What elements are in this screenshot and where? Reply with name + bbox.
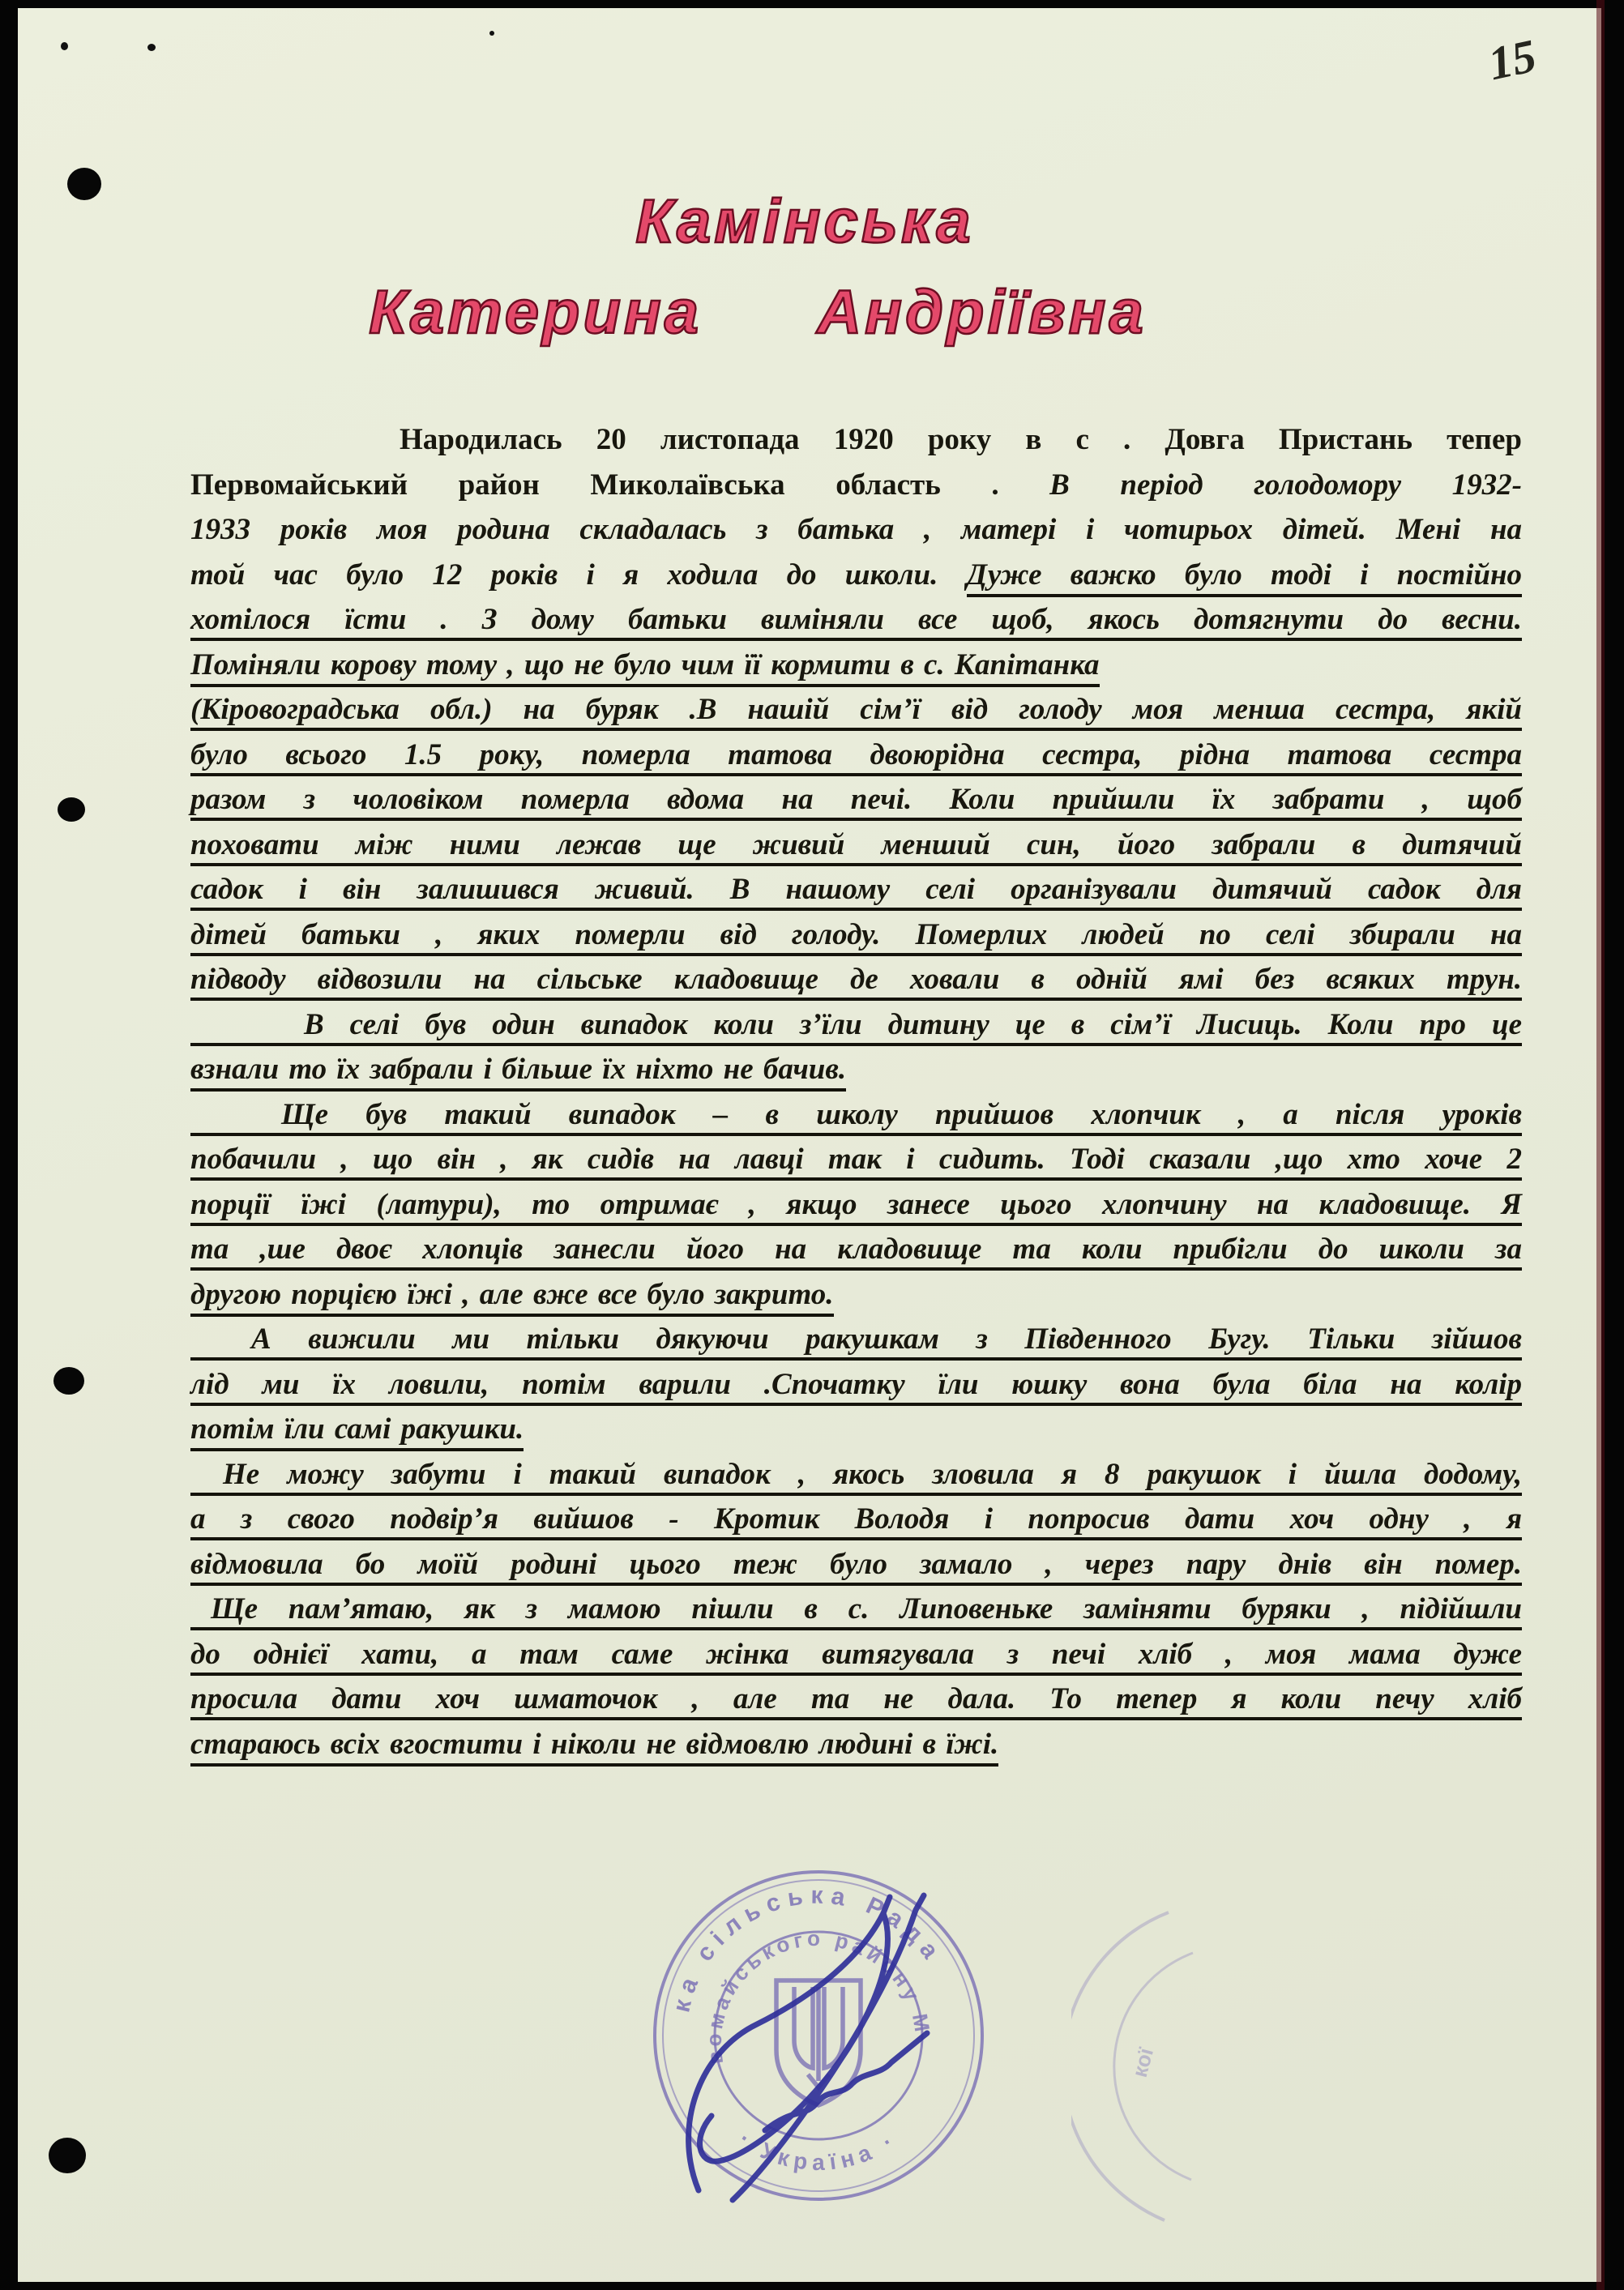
faint-stamp-fragment [1071,1896,1444,2253]
body-text [190,417,1522,1767]
text-segment: Не можу забути і такий випадок , якось зловила я 8 ракушок і йшла додому, [223,1457,1522,1491]
text-line [190,912,1522,958]
stamp-arc-mid-text: вомайського району М [701,1925,936,2066]
hole-punch [67,168,101,200]
text-line [190,957,1522,1002]
text-segment: порції їжі (латури), то отримає , якщо занесе цього хлопчину на кладовище. Я [190,1187,1522,1221]
text-segment: хотілося їсти . З дому батьки виміняли все щоб, якось дотягнути до весни. [190,603,1522,636]
document-page [18,8,1601,2282]
text-line [190,1587,1522,1632]
hole-punch [49,2138,86,2173]
text-segment: Поміняли корову тому , що не було чим її кормити в с. Капітанка [190,648,1100,687]
text-segment: Ще пам’ятаю, як з мамою пішли в с. Липовеньке заміняти буряки , підійшли [211,1592,1522,1626]
text-segment: стараюсь всіх вгостити і ніколи не відмовлю людині в їжі. [190,1728,998,1767]
hole-punch [53,1367,84,1395]
text-segment: Дуже важко було тоді і постійно [967,558,1522,597]
text-segment: В селі був один випадок коли з’їли дитину це в сім’ї Лисиць. Коли про це [304,1007,1522,1041]
text-segment: дітей батьки , яких померли від голоду. Померлих людей по селі збирали на [190,917,1522,951]
text-segment: та ,ше двоє хлопців занесли його на кладовище та коли прибігли до школи за [190,1233,1522,1266]
text-segment: поховати між ними лежав ще живий менший син, його забрали в дитячий [190,827,1522,861]
text-segment: відмовила бо моїй родині цього теж було замало , через пару днів він помер. [190,1547,1522,1581]
stamp-arc-bottom-text: · Україна · [734,2126,903,2176]
text-line [190,867,1522,912]
text-line [190,507,1522,553]
scan-edge-artifact [1596,0,1605,2290]
text-line [190,1182,1522,1228]
text-line [190,1407,1522,1452]
dust-speck [147,44,156,51]
text-line [190,643,1522,688]
text-segment: лід ми їх ловили, потім варили .Спочатку їли юшку вона була біла на колір [190,1367,1522,1401]
text-line [190,1497,1522,1542]
text-segment: підводу відвозили на сільське кладовище де ховали в одній ямі без всяких трун. [190,963,1522,996]
text-segment: Народилась 20 листопада 1920 року в с . Довга Пристань тепер [400,423,1522,456]
text-segment: Ще був такий випадок – в школу прийшов хлопчик , а після уроків [281,1097,1522,1131]
text-line [190,733,1522,778]
text-segment: було всього 1.5 року, померла татова двоюрідна сестра, рідна татова сестра [190,737,1522,771]
text-line [190,463,1522,508]
text-line [190,1362,1522,1408]
text-segment: той час було 12 років і я ходила до школи. [190,558,967,592]
text-line [190,1137,1522,1182]
text-line [190,777,1522,822]
text-line [190,1002,1522,1048]
text-line [190,687,1522,733]
dust-speck [489,31,494,36]
text-line [190,1317,1522,1362]
text-segment: В період голодомору 1932- [1049,468,1522,502]
text-line [190,822,1522,868]
text-line [190,1047,1522,1092]
text-segment: А вижили ми тільки дякуючи ракушкам з Південного Бугу. Тільки зійшов [251,1322,1522,1356]
stamp-arc-top-text: ка сільська Рада [668,1882,948,2015]
text-segment: другою порцією їжі , але вже все було закрито. [190,1278,834,1317]
text-line [190,1632,1522,1677]
text-line [190,1542,1522,1587]
text-line [190,417,1522,463]
text-line [190,553,1522,598]
text-segment: 1933 років моя родина складалась з батька , матері і чотирьох дітей. Мені на [190,513,1522,546]
text-line [190,1272,1522,1318]
text-segment: побачили , що він , як сидів на лавці так і сидить. Тоді сказали ,що хто хоче 2 [190,1143,1522,1176]
text-segment: просила дати хоч шматочок , але та не дала. То тепер я коли печу хліб [190,1682,1522,1715]
text-segment: садок і він залишився живий. В нашому селі організували дитячий садок для [190,873,1522,906]
text-segment: потім їли самі ракушки. [190,1412,524,1451]
text-line [190,1677,1522,1722]
signature [642,1860,1063,2249]
text-line [190,1227,1522,1272]
hole-punch [58,797,85,822]
text-segment: Первомайський район Миколаївська область . [190,468,1050,502]
text-segment: до однієї хати, а там саме жінка витягувала з печі хліб , моя мама дуже [190,1637,1522,1671]
text-segment: а з свого подвір’я вийшов - Кротик Володя і попросив дати хоч одну , я [190,1502,1522,1536]
text-line [190,1722,1522,1767]
text-line [190,597,1522,643]
page-number: 15 [1483,28,1541,91]
title-surname: Камінська [635,187,974,256]
title-given-names: Катерина Андріївна [369,278,1147,347]
text-line [190,1452,1522,1497]
text-segment: разом з чоловіком померла вдома на печі. Коли прийшли їх забрати , щоб [190,783,1522,816]
stamp-fragment-text: кої [1126,2045,1159,2080]
text-line [190,1092,1522,1138]
text-segment: (Кіровоградська обл.) на буряк .В нашій сім’ї від голоду моя менша сестра, якій [190,693,1522,726]
dust-speck [61,42,68,50]
text-segment: взнали то їх забрали і більше їх ніхто не бачив. [190,1053,846,1092]
